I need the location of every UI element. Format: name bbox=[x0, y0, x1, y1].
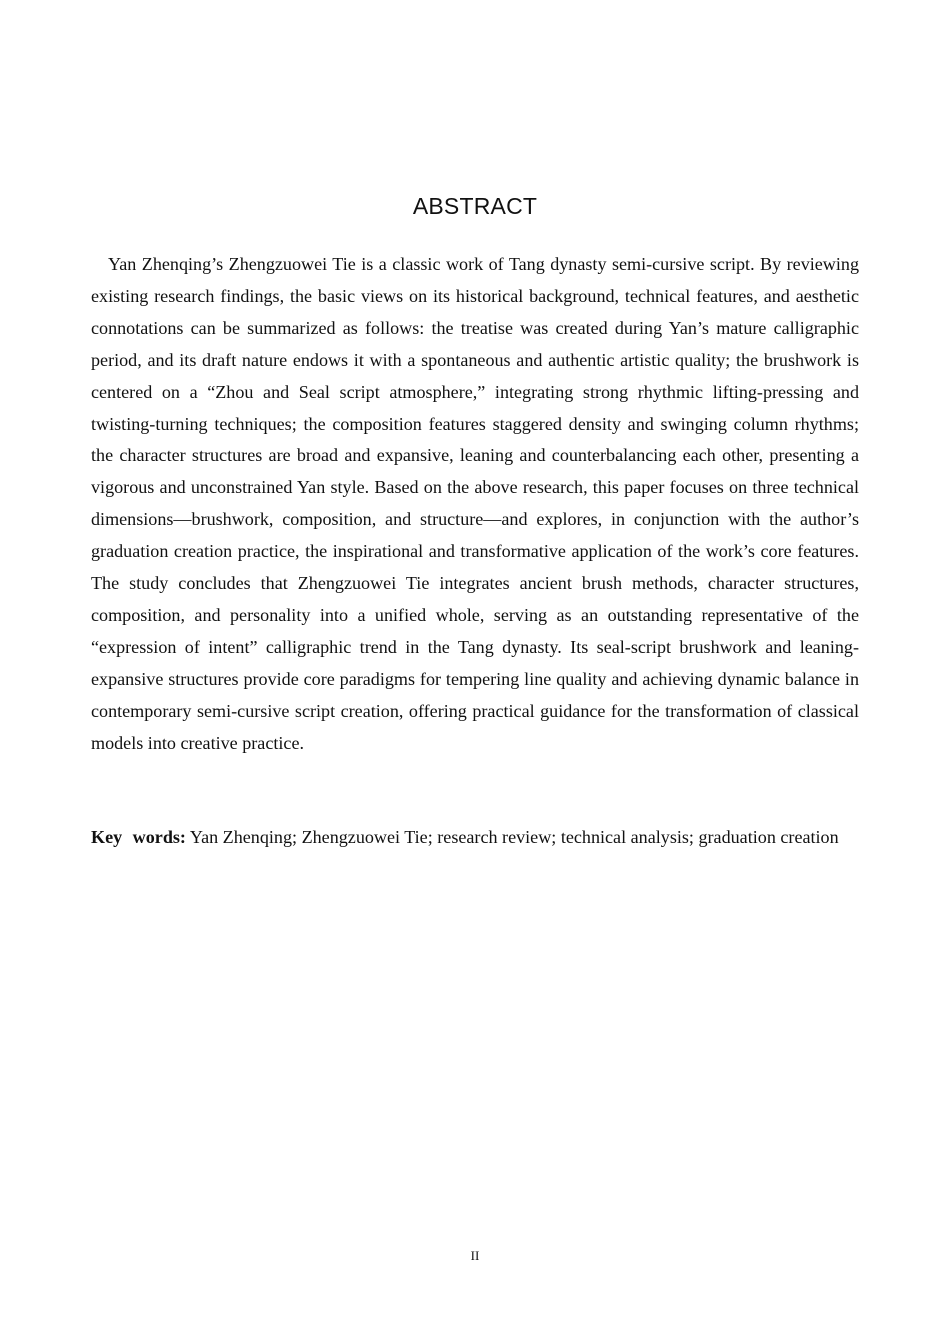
abstract-paragraph: Yan Zhenqing’s Zhengzuowei Tie is a classic work of Tang dynasty semi-cursive script. By reviewing existing research findings, the basic views on its historical background, technical features, and aesthetic connotations can be summarized as follows: the treatise was created during Yan’s mature calligraphic period, and its draft nature endows it with a spontaneous and authentic artistic quality; the brushwork is centered on a “Zhou and Seal script atmosphere,” integrating strong rhythmic lifting-pressing and twisting-turning techniques; the composition features staggered density and swinging column rhythms; the character structures are broad and expansive, leaning and counterbalancing each other, presenting a vigorous and unconstrained Yan style. Based on the above research, this paper focuses on three technical dimensions—brushwork, composition, and structure—and explores, in conjunction with the author’s graduation creation practice, the inspirational and transformative application of the work’s core features. The study concludes that Zhengzuowei Tie integrates ancient brush methods, character structures, composition, and personality into a unified whole, serving as an outstanding representative of the “expression of intent” calligraphic trend in the Tang dynasty. Its seal-script brushwork and leaning-expansive structures provide core paradigms for tempering line quality and achieving dynamic balance in contemporary semi-cursive script creation, offering practical guidance for the transformation of classical models into creative practice. bbox=[91, 254, 859, 753]
page-number: II bbox=[470, 1248, 480, 1263]
keywords-paragraph bbox=[91, 822, 859, 854]
abstract-title: ABSTRACT bbox=[412, 193, 538, 219]
keywords-label: Key words: bbox=[91, 827, 186, 847]
keywords-text: Yan Zhenqing; Zhengzuowei Tie; research review; technical analysis; graduation creation bbox=[189, 827, 839, 847]
